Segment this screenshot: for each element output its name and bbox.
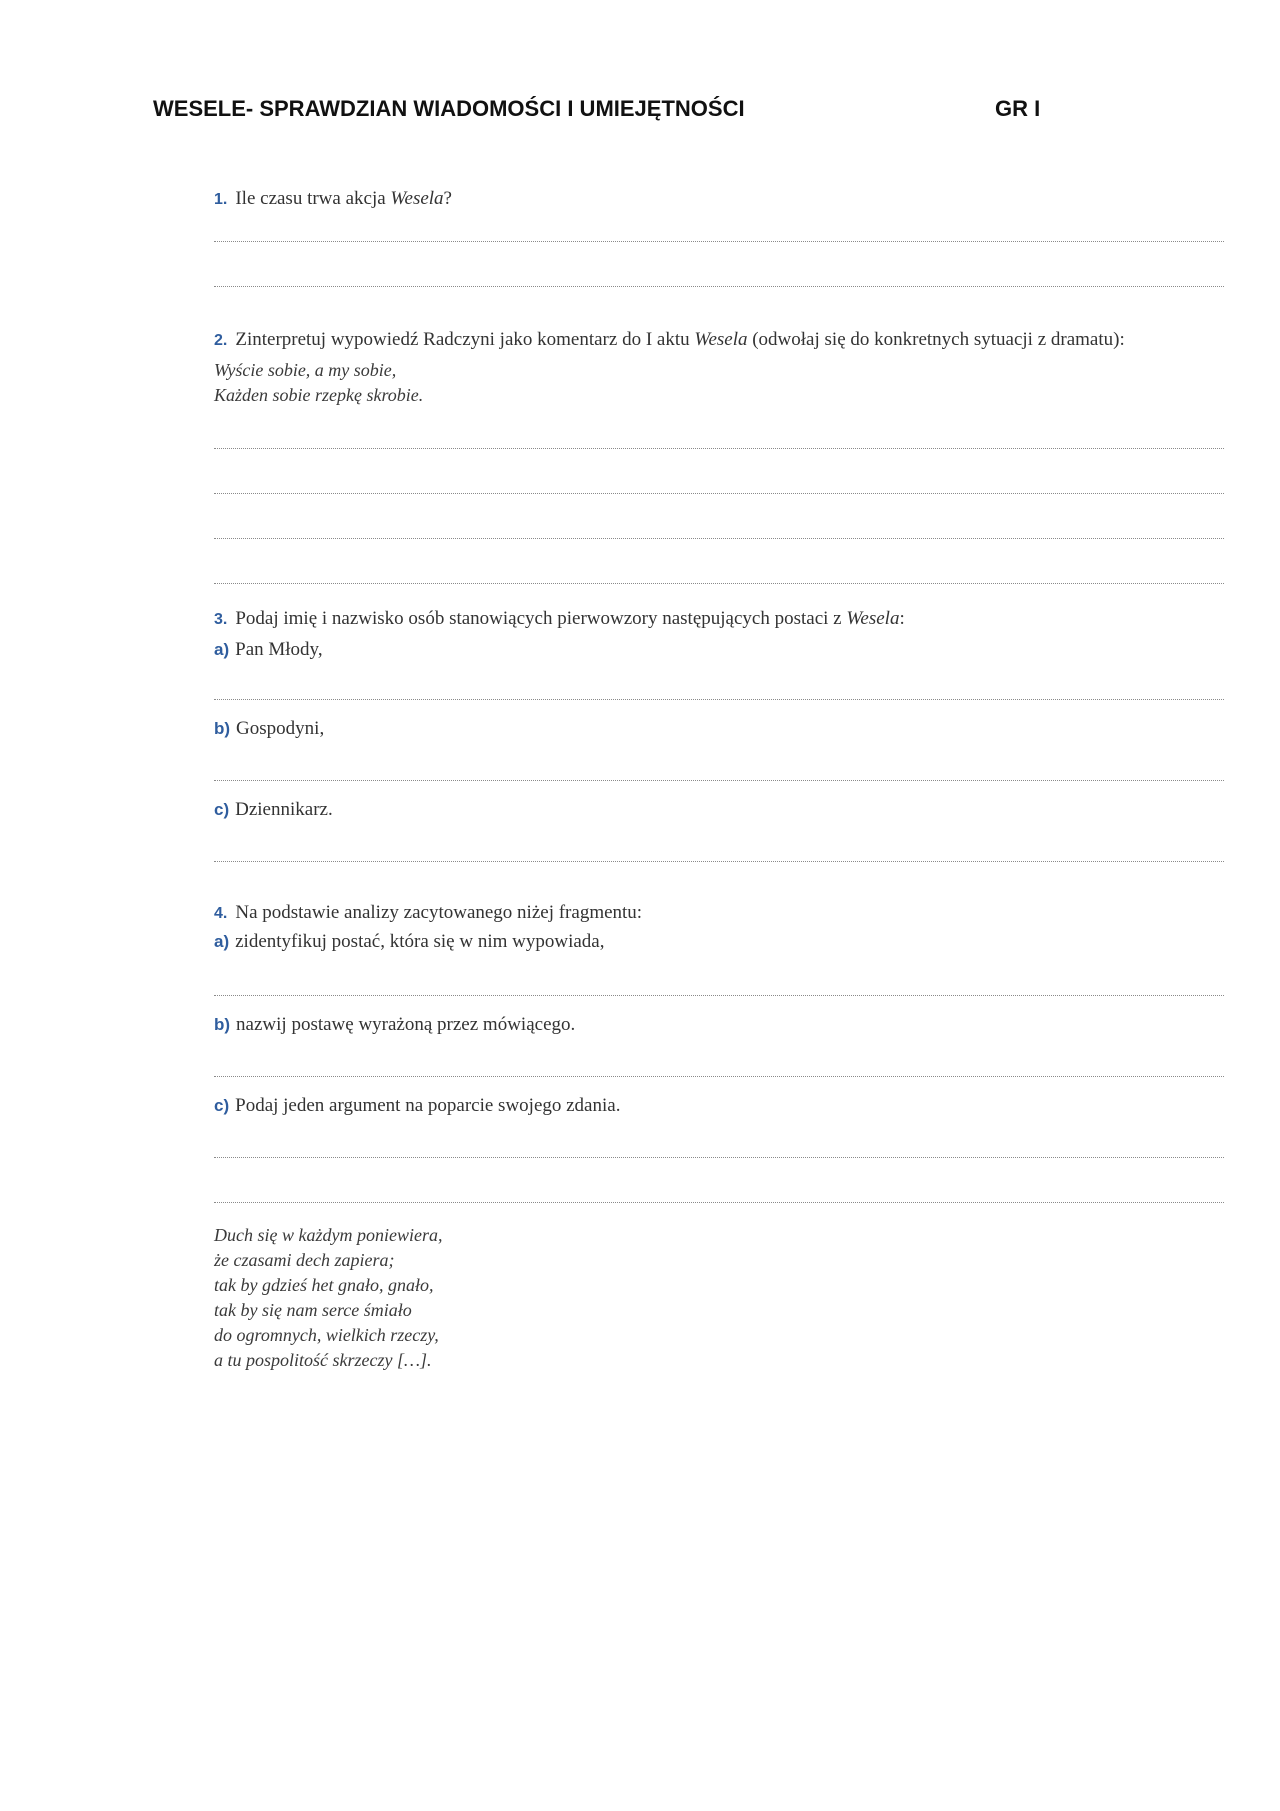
question-number: 2. <box>214 332 228 349</box>
quote-line: Każden sobie rzepkę skrobie. <box>214 385 424 405</box>
quote-line: do ogromnych, wielkich rzeczy, <box>214 1325 439 1345</box>
worksheet <box>214 186 1230 1373</box>
answer-line[interactable] <box>214 448 1224 449</box>
question-text-end: ? <box>443 188 452 209</box>
document-title: WESELE- SPRAWDZIAN WIADOMOŚCI I UMIEJĘTNOŚCI <box>153 96 745 121</box>
question-2 <box>214 327 1230 354</box>
question-text-end: : <box>899 608 905 629</box>
sub-text: Podaj jeden argument na poparcie swojego zdania. <box>235 1095 621 1116</box>
quote-line: Wyście sobie, a my sobie, <box>214 360 397 380</box>
sub-label: c) <box>214 1096 230 1115</box>
answer-line[interactable] <box>214 286 1224 287</box>
answer-line[interactable] <box>214 1202 1224 1203</box>
sub-label: b) <box>214 1015 231 1034</box>
sub-label: b) <box>214 719 231 738</box>
quote-line: tak by gdzieś het gnało, gnało, <box>214 1275 434 1295</box>
quote-line: że czasami dech zapiera; <box>214 1250 395 1270</box>
answer-line[interactable] <box>214 241 1224 242</box>
sub-text: zidentyfikuj postać, która się w nim wypowiada, <box>235 931 605 952</box>
subquestion-4b <box>214 1012 1230 1038</box>
subquestion-4a <box>214 929 1230 955</box>
question-text: Zinterpretuj wypowiedź Radczyni jako komentarz do I aktu <box>235 329 695 350</box>
question-1 <box>214 186 1230 213</box>
subquestion-3b <box>214 716 1230 742</box>
subquestion-3c <box>214 797 1230 823</box>
answer-line[interactable] <box>214 861 1224 862</box>
question-number: 3. <box>214 611 228 628</box>
sub-text: Dziennikarz. <box>235 799 333 820</box>
quote-radczyni <box>214 358 1230 408</box>
quote-line: Duch się w każdym poniewiera, <box>214 1225 443 1245</box>
answer-line[interactable] <box>214 1076 1224 1077</box>
sub-text: nazwij postawę wyrażoną przez mówiącego. <box>236 1014 576 1035</box>
work-title: Wesela <box>694 329 748 350</box>
question-3 <box>214 606 1230 633</box>
answer-line[interactable] <box>214 780 1224 781</box>
sub-label: a) <box>214 640 230 659</box>
answer-line[interactable] <box>214 538 1224 539</box>
work-title: Wesela <box>390 188 444 209</box>
question-text-end: (odwołaj się do konkretnych sytuacji z dramatu): <box>747 329 1125 350</box>
answer-line[interactable] <box>214 1157 1224 1158</box>
answer-line[interactable] <box>214 583 1224 584</box>
question-text: Na podstawie analizy zacytowanego niżej fragmentu: <box>235 902 643 923</box>
quote-line: tak by się nam serce śmiało <box>214 1300 412 1320</box>
answer-line[interactable] <box>214 995 1224 996</box>
subquestion-3a <box>214 637 1230 663</box>
answer-line[interactable] <box>214 493 1224 494</box>
question-number: 4. <box>214 905 228 922</box>
quote-line: a tu pospolitość skrzeczy […]. <box>214 1350 432 1370</box>
question-4 <box>214 900 1230 927</box>
group-label: GR I <box>995 96 1041 121</box>
answer-line[interactable] <box>214 699 1224 700</box>
question-text: Ile czasu trwa akcja <box>235 188 391 209</box>
subquestion-4c <box>214 1093 1230 1119</box>
sub-text: Pan Młody, <box>235 639 323 660</box>
sub-label: c) <box>214 800 230 819</box>
sub-text: Gospodyni, <box>236 718 325 739</box>
question-number: 1. <box>214 191 228 208</box>
quote-fragment <box>214 1223 1230 1373</box>
work-title: Wesela <box>846 608 900 629</box>
sub-label: a) <box>214 932 230 951</box>
question-text: Podaj imię i nazwisko osób stanowiących pierwowzory następujących postaci z <box>235 608 847 629</box>
